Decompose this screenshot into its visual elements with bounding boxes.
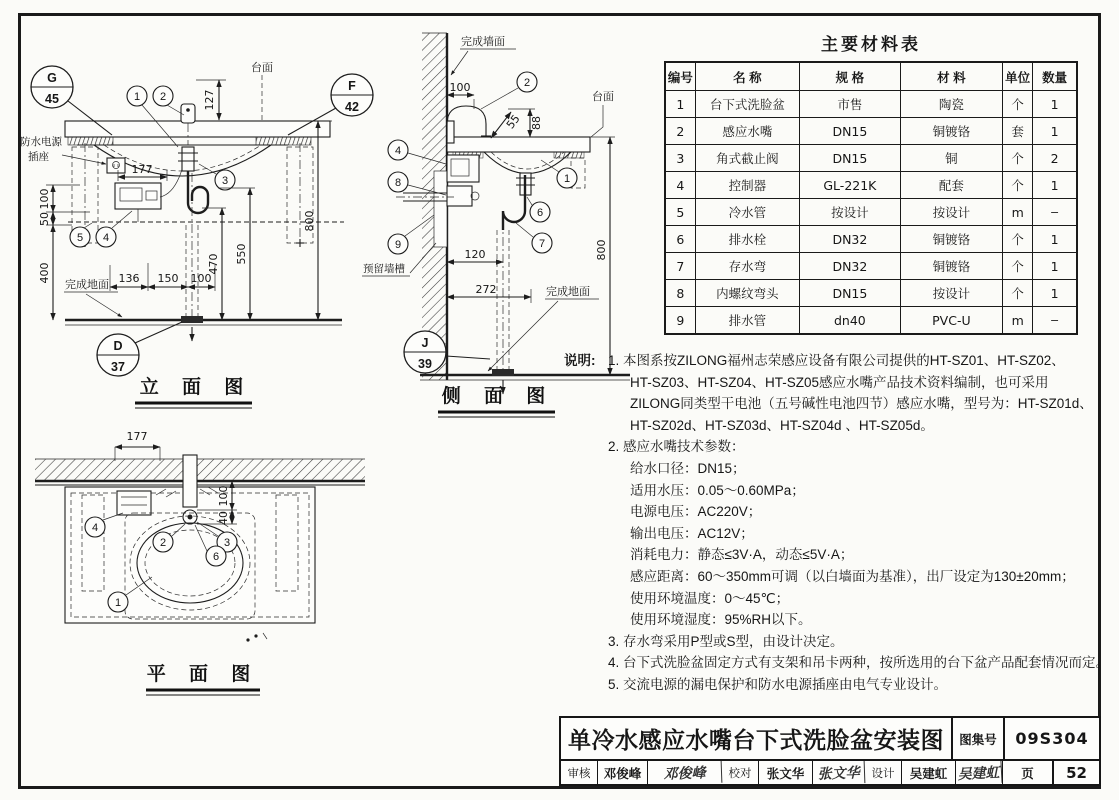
note-line: 2. 感应水嘴技术参数： [608,439,745,455]
svg-text:150: 150 [157,272,179,285]
note-line: 4. 台下式洗脸盆固定方式有支架和吊卡两种，按所选用的台下盆产品配套情况而定。 [608,655,1110,671]
col-header-no: 编号 [665,62,695,91]
svg-text:1: 1 [563,173,571,185]
elevation-view-drawing [20,25,395,415]
svg-text:39: 39 [418,357,432,371]
note-line: 说明: 1. 本图系按ZILONG福州志荣感应设备有限公司提供的HT-SZ01、HT-SZ02、 [564,350,1104,372]
table-row: 7 存水弯 DN32 铜镀铬 个 1 [665,253,1077,280]
svg-text:6: 6 [536,207,544,219]
svg-text:4: 4 [91,522,99,534]
svg-text:1: 1 [114,597,122,609]
svg-text:4: 4 [394,145,402,157]
svg-text:100: 100 [38,188,51,210]
elev-dim-127 [196,80,226,120]
table-row: 3 角式截止阀 DN15 铜 个 2 [665,145,1077,172]
svg-text:J: J [421,336,429,350]
svg-text:7: 7 [538,238,546,250]
side-dim-100 [447,81,474,109]
note-line: 电源电压：AC220V； [630,504,762,520]
checker-signature: 张文华 [813,760,866,785]
svg-text:50: 50 [38,212,51,226]
plan-view-drawing [20,425,380,700]
svg-text:550: 550 [235,243,248,265]
side-balloon-6 [527,197,550,222]
elev-floor-flange [181,316,203,323]
svg-text:完成地面: 完成地面 [65,278,109,291]
note-line: 消耗电力：静态≤3V·A，动态≤5V·A； [630,547,854,563]
table-row: 9 排水管 dn40 PVC-U m – [665,307,1077,335]
svg-text:9: 9 [394,239,402,251]
side-view-title: 侧 面 图 [441,386,555,407]
note-line: 适用水压：0.05～0.60MPa； [630,482,805,498]
side-countertop [447,137,590,152]
side-balloon-7 [516,223,552,253]
svg-text:2: 2 [159,537,167,549]
elev-drain-tailpiece [178,147,198,171]
plan-sensor-faucet [183,455,197,524]
elev-dim-470 [202,208,226,320]
reviewer-signature: 邓俊峰 [648,760,723,786]
elev-dim-136-150-100 [110,263,215,291]
designer-name: 吴建虹 [902,761,956,784]
svg-text:800: 800 [595,239,608,261]
elev-balloon-2 [153,86,184,115]
notes-label: 说明: [564,353,596,368]
table-row: 1 台下式洗脸盆 市售 陶瓷 个 1 [665,91,1077,118]
table-header-row [665,62,1077,91]
svg-text:8: 8 [394,177,402,189]
col-header-spec: 规 格 [800,62,900,91]
svg-text:3: 3 [223,537,231,549]
page-number-value: 52 [1066,763,1087,782]
elev-countertop-label: 台面 [251,61,273,74]
note-line: 3. 存水弯采用P型或S型，由设计决定。 [608,633,844,649]
svg-text:4: 4 [102,232,110,244]
reviewer-label: 审核 [561,761,598,784]
elev-controller-box [115,183,161,222]
table-row: 4 控制器 GL-221K 配套 个 1 [665,172,1077,199]
title-block [559,716,1101,786]
elev-trap [188,171,208,213]
side-wall-groove [434,171,447,247]
designer-label: 设计 [865,761,902,784]
checker-label: 校对 [722,761,759,784]
svg-text:136: 136 [118,272,140,285]
plan-dim-177 [115,430,160,461]
atlas-number-label: 图集号 [953,718,1005,759]
elev-socket-label-1: 防水电源 [20,136,62,148]
note-line: HT-SZ03、HT-SZ04、HT-SZ05感应水嘴产品技术资料编制，也可采用 [630,374,1049,390]
svg-text:台面: 台面 [592,90,614,103]
svg-text:完成地面: 完成地面 [546,285,590,298]
svg-text:100: 100 [217,485,230,507]
page-number-label: 页 [1002,761,1054,784]
note-line: 使用环境湿度：95%RH以下。 [630,612,812,628]
side-dim-272 [447,283,531,303]
svg-text:42: 42 [345,100,359,114]
note-line: 给水口径：DN15； [630,460,746,476]
table-row: 5 冷水管 按设计 按设计 m – [665,199,1077,226]
svg-text:预留墙槽: 预留墙槽 [363,263,405,275]
reviewer-name: 邓俊峰 [598,761,648,784]
svg-text:5: 5 [76,232,84,244]
svg-text:177: 177 [126,430,148,443]
side-balloon-2 [481,72,537,109]
svg-text:1: 1 [133,91,141,103]
elev-dim-left-chain [38,185,90,320]
side-control-box [447,155,479,182]
atlas-number-value: 09S304 [1015,729,1089,748]
svg-text:2: 2 [159,91,167,103]
svg-text:6: 6 [212,551,220,563]
svg-text:127: 127 [203,89,216,111]
svg-text:3: 3 [221,175,229,187]
note-line: 5. 交流电源的漏电保护和防水电源插座由电气专业设计。 [608,676,948,692]
side-dim-800 [590,137,615,375]
col-header-qty: 数量 [1033,62,1077,91]
plan-wall-hatch [35,459,365,481]
checker-name: 张文华 [759,761,813,784]
svg-text:完成墙面: 完成墙面 [461,35,505,48]
svg-text:120: 120 [464,248,486,261]
note-line: HT-SZ02d、HT-SZ03d、HT-SZ04d 、HT-SZ05d。 [630,417,934,433]
drawing-title: 单冷水感应水嘴台下式洗脸盆安装图 [561,718,953,759]
plan-controller-box [117,491,151,515]
note-line: 感应距离：60～350mm可调（以白墙面为基准），出厂设定为130±20mm； [630,568,1075,584]
svg-text:45: 45 [45,92,59,106]
svg-text:177: 177 [131,163,153,176]
side-dim-120 [447,248,503,262]
note-line: 输出电压：AC12V； [630,525,754,541]
table-row: 8 内螺纹弯头 DN15 按设计 个 1 [665,280,1077,307]
elevation-view-title: 立 面 图 [139,377,253,398]
svg-text:55: 55 [503,112,523,132]
svg-text:800: 800 [303,210,316,232]
side-floor-flange [492,369,514,376]
table-row: 6 排水栓 DN32 铜镀铬 个 1 [665,226,1077,253]
svg-text:2: 2 [523,77,531,89]
col-header-unit: 单位 [1003,62,1033,91]
elev-floor-label [64,277,122,317]
side-countertop-label [591,90,614,137]
elev-hatch-left [68,137,113,145]
svg-text:100: 100 [190,272,212,285]
note-line: 使用环境温度：0～45℃； [630,590,790,606]
svg-text:400: 400 [38,262,51,284]
col-header-name: 名 称 [695,62,800,91]
elev-socket-label-2: 插座 [28,151,49,163]
elev-balloon-4 [96,211,132,247]
svg-text:470: 470 [207,253,220,275]
elev-dim-800 [303,121,332,320]
elev-hatch-right [256,137,311,145]
plan-view-title: 平 面 图 [146,664,260,685]
svg-text:F: F [348,79,356,93]
elev-balloon-3 [199,164,235,190]
side-wall-label [451,34,516,75]
designer-signature: 吴建虹 [955,760,1002,785]
svg-text:G: G [47,71,57,85]
elev-callout-d37 [97,322,182,376]
side-dim-55 [491,112,523,138]
col-header-material: 材 料 [900,62,1002,91]
materials-table [664,30,1078,335]
notes-section [564,350,1110,696]
note-line: ZILONG同类型干电池（五号碱性电池四节）感应水嘴，型号为：HT-SZ01d、 [630,396,1093,412]
svg-text:40: 40 [217,511,230,525]
elev-waterproof-socket [107,158,125,173]
materials-table-title: 主要材料表 [821,35,921,54]
svg-text:D: D [113,339,123,353]
svg-text:272: 272 [475,283,497,296]
table-row: 2 感应水嘴 DN15 铜镀铬 套 1 [665,118,1077,145]
svg-text:88: 88 [530,116,543,130]
plan-scan-marks [246,633,267,642]
svg-text:37: 37 [111,360,125,374]
side-angle-valve [447,186,479,206]
svg-text:100: 100 [449,81,471,94]
